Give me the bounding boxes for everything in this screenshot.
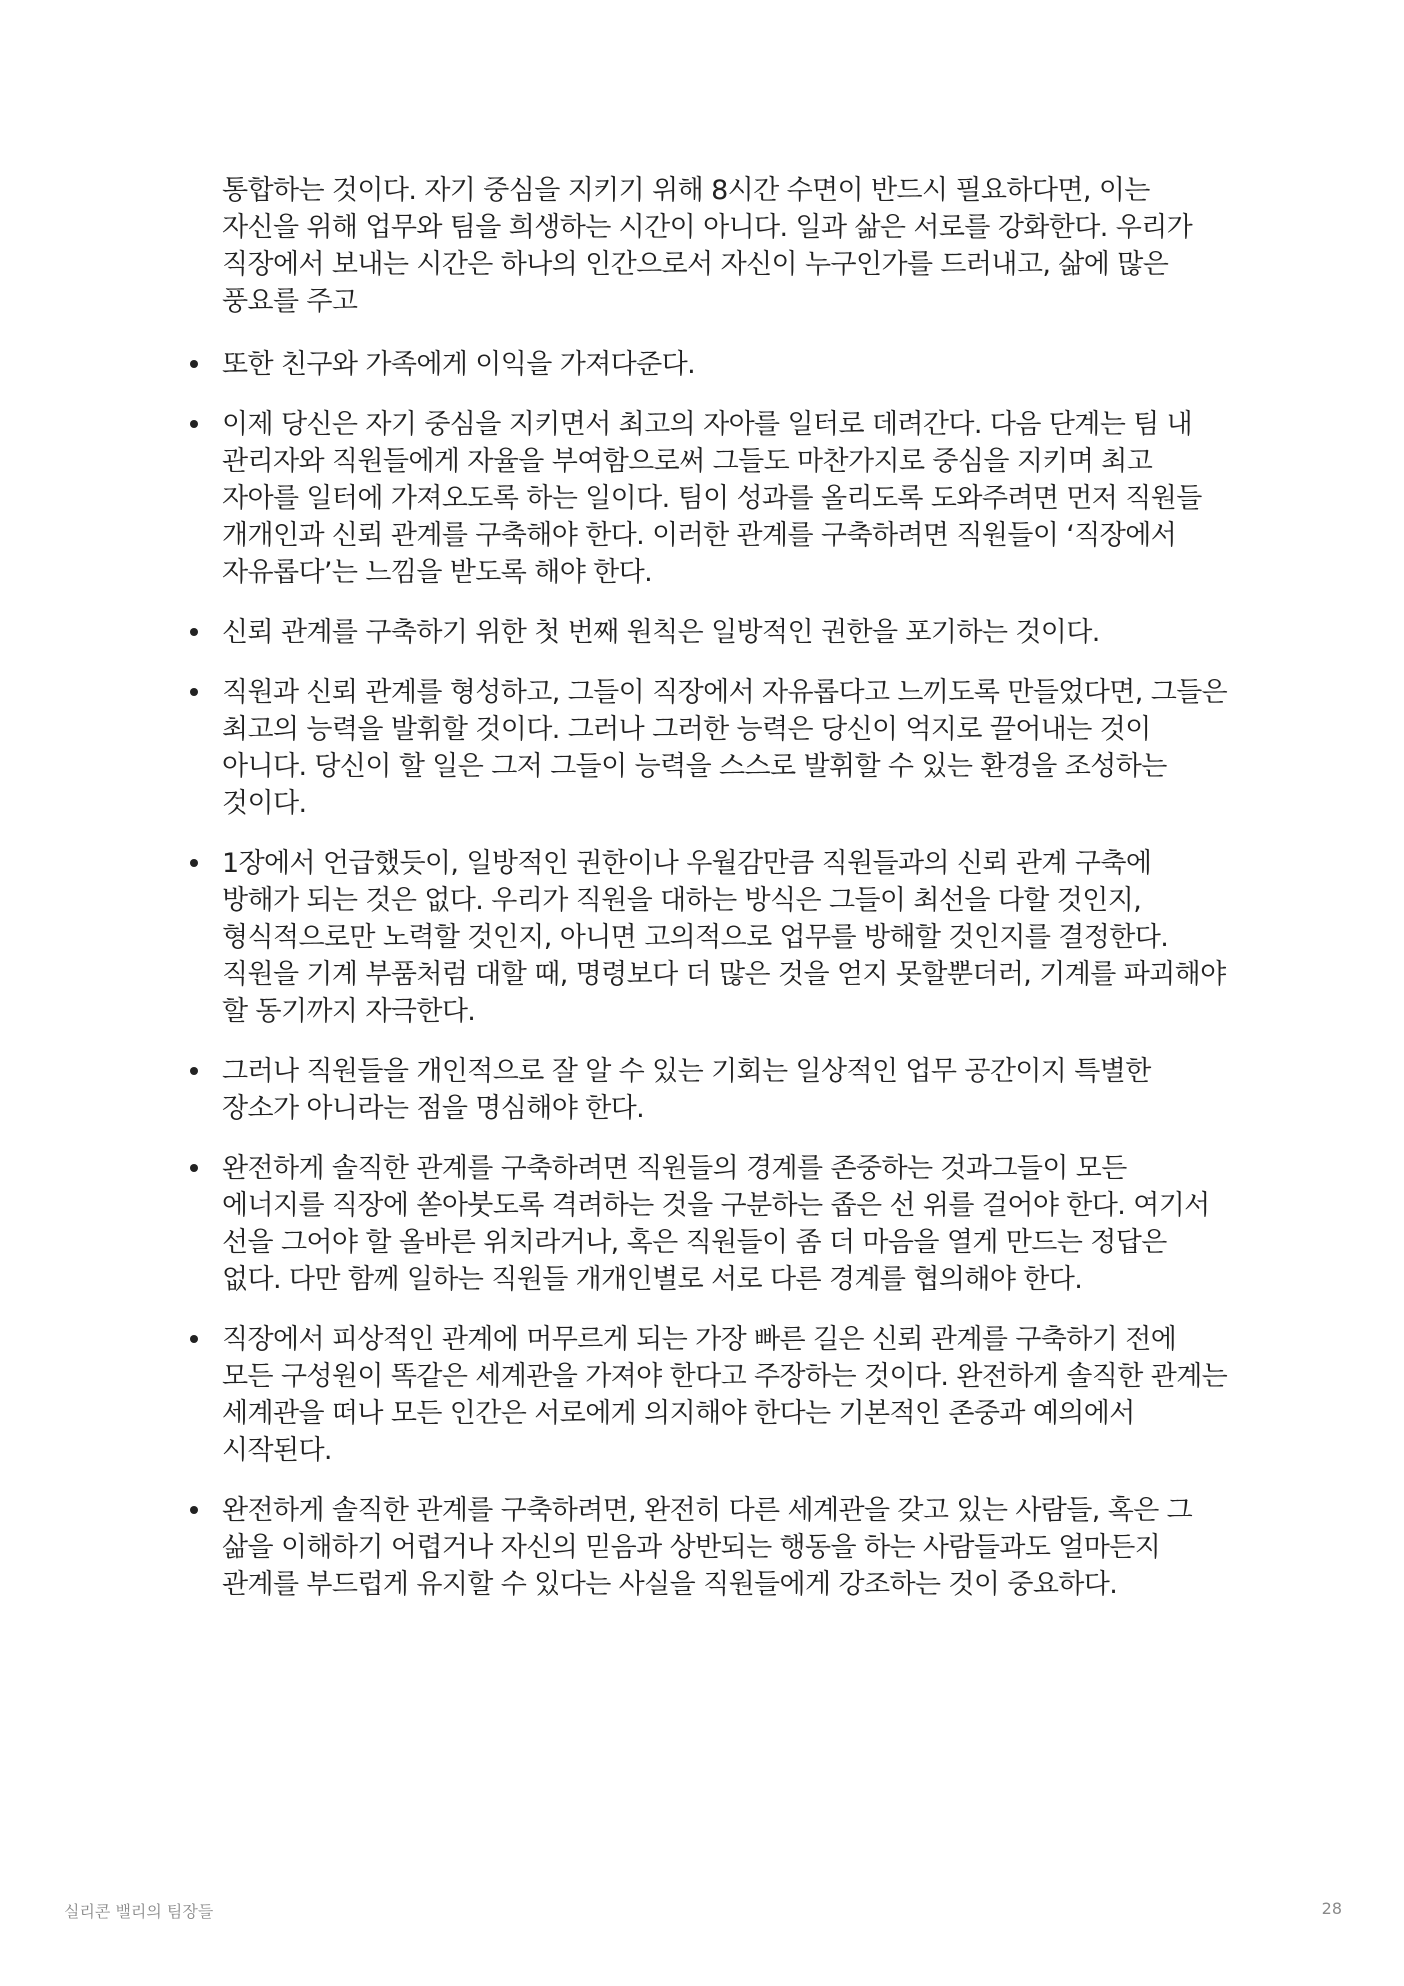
lead-paragraph: 통합하는 것이다. 자기 중심을 지키기 위해 8시간 수면이 반드시 필요하다면, 이는 자신을 위해 업무와 팀을 희생하는 시간이 아니다. 일과 삶은 서로를 강화한다. 우리가 직장에서 보내는 시간은 하나의 인간으로서 자신이 누구인가를 드러내고, 삶에 많은 풍요를 주고 [222, 175, 1193, 317]
bullet-text: 신뢰 관계를 구축하기 위한 첫 번째 원칙은 일방적인 권한을 포기하는 것이다. [222, 617, 1100, 648]
bullet-icon [190, 859, 198, 867]
page-body [222, 172, 1232, 1626]
bullet-icon [190, 628, 198, 636]
bullet-icon [190, 688, 198, 696]
bullet-text: 직원과 신뢰 관계를 형성하고, 그들이 직장에서 자유롭다고 느끼도록 만들었다면, 그들은 최고의 능력을 발휘할 것이다. 그러나 그러한 능력은 당신이 억지로 끌어내는 것이 아니다. 당신이 할 일은 그저 그들이 능력을 스스로 발휘할 수 있는 환경을 조성하는 것이다. [222, 677, 1228, 819]
bullet-text: 이제 당신은 자기 중심을 지키면서 최고의 자아를 일터로 데려간다. 다음 단계는 팀 내 관리자와 직원들에게 자율을 부여함으로써 그들도 마찬가지로 중심을 지키며 최고 자아를 일터에 가져오도록 하는 일이다. 팀이 성과를 올리도록 도와주려면 먼저 직원들 개개인과 신뢰 관계를 구축해야 한다. 이러한 관계를 구축하려면 직원들이 ‘직장에서 자유롭다’는 느낌을 받도록 해야 한다. [222, 409, 1202, 588]
bullet-text: 1장에서 언급했듯이, 일방적인 권한이나 우월감만큼 직원들과의 신뢰 관계 구축에 방해가 되는 것은 없다. 우리가 직원을 대하는 방식은 그들이 최선을 다할 것인지, 형식적으로만 노력할 것인지, 아니면 고의적으로 업무를 방해할 것인지를 결정한다. 직원을 기계 부품처럼 대할 때, 명령보다 더 많은 것을 얻지 못할뿐더러, 기계를 파괴해야 할 동기까지 자극한다. [222, 848, 1226, 1027]
bullet-item [222, 1150, 1232, 1298]
bullet-item [222, 406, 1232, 591]
footer-page-number: 28 [1321, 1899, 1342, 1918]
footer-book-title: 실리콘 밸리의 팀장들 [64, 1902, 214, 1921]
bullet-icon [190, 1067, 198, 1075]
bullet-item [222, 614, 1232, 651]
bullet-item [222, 346, 1232, 383]
bullet-text: 완전하게 솔직한 관계를 구축하려면, 완전히 다른 세계관을 갖고 있는 사람들, 혹은 그 삶을 이해하기 어렵거나 자신의 믿음과 상반되는 행동을 하는 사람들과도 얼마든지 관계를 부드럽게 유지할 수 있다는 사실을 직원들에게 강조하는 것이 중요하다. [222, 1495, 1193, 1600]
bullet-text: 그러나 직원들을 개인적으로 잘 알 수 있는 기회는 일상적인 업무 공간이지 특별한 장소가 아니라는 점을 명심해야 한다. [222, 1056, 1151, 1124]
bullet-list [222, 346, 1232, 1603]
bullet-item [222, 1053, 1232, 1127]
bullet-text: 또한 친구와 가족에게 이익을 가져다준다. [222, 349, 696, 380]
bullet-text: 직장에서 피상적인 관계에 머무르게 되는 가장 빠른 길은 신뢰 관계를 구축하기 전에 모든 구성원이 똑같은 세계관을 가져야 한다고 주장하는 것이다. 완전하게 솔직한 관계는 세계관을 떠나 모든 인간은 서로에게 의지해야 한다는 기본적인 존중과 예의에서 시작된다. [222, 1324, 1228, 1466]
bullet-item [222, 1321, 1232, 1469]
bullet-icon [190, 420, 198, 428]
bullet-icon [190, 1335, 198, 1343]
bullet-icon [190, 1164, 198, 1172]
bullet-icon [190, 360, 198, 368]
bullet-item [222, 845, 1232, 1030]
bullet-text: 완전하게 솔직한 관계를 구축하려면 직원들의 경계를 존중하는 것과그들이 모든 에너지를 직장에 쏟아붓도록 격려하는 것을 구분하는 좁은 선 위를 걸어야 한다. 여기서 선을 그어야 할 올바른 위치라거나, 혹은 직원들이 좀 더 마음을 열게 만드는 정답은 없다. 다만 함께 일하는 직원들 개개인별로 서로 다른 경계를 협의해야 한다. [222, 1153, 1210, 1295]
bullet-item [222, 674, 1232, 822]
bullet-icon [190, 1506, 198, 1514]
bullet-item [222, 1492, 1232, 1603]
